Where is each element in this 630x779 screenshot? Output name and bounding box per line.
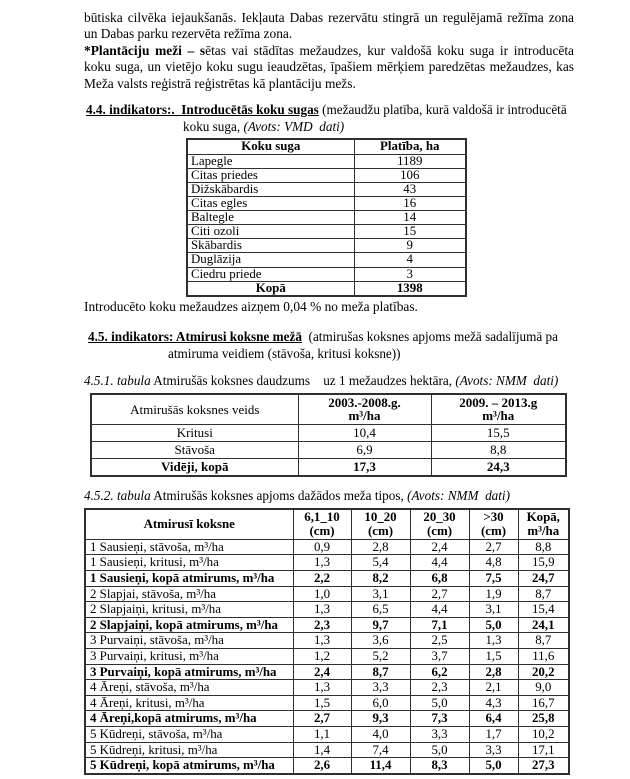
area-column-header: Platība, ha [354, 139, 466, 154]
species-name-cell: Duglāzija [187, 253, 354, 267]
diameter-unit: (cm) [426, 523, 453, 538]
value-cell: 4,0 [351, 726, 410, 742]
value-cell: 15,4 [518, 602, 569, 618]
value-cell: 1,3 [293, 633, 351, 649]
value-cell: 1,5 [469, 648, 518, 664]
intro-paragraph-text: būtiska cilvēka iejaukšanās. Iekļauta Dabas rezervātu stingrā un regulējamā režīma zona un Dabas parku rezervēta režīma zona. [84, 10, 574, 42]
diameter-class-4-header [469, 509, 518, 539]
deadwood-type-header: Atmirušās koksnes veids [91, 394, 298, 425]
diameter-range: 10_20 [364, 510, 397, 525]
value-cell: 1,2 [293, 648, 351, 664]
value-cell: 1,1 [293, 726, 351, 742]
diameter-unit: (cm) [309, 523, 335, 538]
table-452-caption-number: 4.5.2. tabula [84, 488, 151, 504]
value-cell: 11,4 [351, 758, 410, 774]
section-4-4-heading-line2 [183, 118, 574, 135]
value-cell: 4,4 [410, 555, 469, 571]
area-value-cell: 14 [354, 211, 466, 225]
table-row [187, 225, 466, 239]
value-cell: 2,2 [293, 570, 351, 586]
table-row [85, 726, 569, 742]
value-cell: 3,3 [469, 742, 518, 758]
species-name-cell: Dižskābardis [187, 183, 354, 197]
table-row [187, 239, 466, 253]
value-cell: 1,3 [293, 555, 351, 571]
species-name-cell: Lapegle [187, 154, 354, 168]
area-value-cell: 3 [354, 267, 466, 281]
species-name-cell: Citi ozoli [187, 225, 354, 239]
value-cell: 6,0 [351, 695, 410, 711]
table-subtotal-row [85, 570, 569, 586]
value-cell: 8,7 [518, 586, 569, 602]
period-2-header [431, 394, 566, 425]
diameter-range: 20_30 [423, 510, 456, 525]
diameter-range: >30 [483, 510, 504, 525]
value-cell: 1,4 [293, 742, 351, 758]
period-2-years: 2009. – 2013.g [459, 394, 538, 410]
section-4-5-title: 4.5. indikators: Atmirusi koksne mežā [88, 328, 302, 344]
value-cell: 11,6 [518, 648, 569, 664]
value-cell: 2,1 [469, 680, 518, 696]
value-cell: 1,0 [293, 586, 351, 602]
value-cell: 24,1 [518, 617, 569, 633]
value-cell: 24,7 [518, 570, 569, 586]
table-452-caption-text: Atmirušās koksnes apjoms dažādos meža tipos, [150, 488, 408, 504]
period-2-unit: m³/ha [482, 408, 515, 424]
value-cell: 2,3 [293, 617, 351, 633]
value-cell: 17,1 [518, 742, 569, 758]
value-cell: 2,4 [293, 664, 351, 680]
value-cell: 5,0 [469, 758, 518, 774]
period-1-unit: m³/ha [348, 408, 381, 424]
value-cell: 1,3 [469, 633, 518, 649]
value-cell: 5,4 [351, 555, 410, 571]
forest-type-cell: 4 Āreņi,kopā atmirums, m³/ha [85, 711, 293, 727]
value-cell: 8,8 [518, 539, 569, 555]
value-cell: 10,4 [298, 424, 431, 441]
forest-type-cell: 3 Purvaiņi, kopā atmirums, m³/ha [85, 664, 293, 680]
value-cell: 5,0 [469, 617, 518, 633]
value-cell: 3,7 [410, 648, 469, 664]
value-cell: 5,0 [410, 695, 469, 711]
forest-type-cell: 1 Sausieņi, kopā atmirums, m³/ha [85, 570, 293, 586]
species-name-cell: Baltegle [187, 211, 354, 225]
value-cell: 6,5 [351, 602, 410, 618]
table-452-caption-source: (Avots: NMM dati) [407, 488, 510, 504]
forest-type-cell: 5 Kūdreņi, kritusi, m³/ha [85, 742, 293, 758]
plantation-definition-paragraph [84, 43, 574, 92]
table-row [85, 742, 569, 758]
diameter-class-1-header [293, 509, 351, 539]
value-cell: 24,3 [431, 459, 566, 477]
value-cell: 2,5 [410, 633, 469, 649]
plantation-definition-text: ētas vai stādītas mežaudzes, kur valdošā koku suga ir introducēta koku suga, un vietējo koku sugu ieaudzētas, īpašiem mērķiem paredzētas mežaudzes, kas Meža valsts reģistrā reģistrētas kā plantāciju mežs. [84, 42, 574, 91]
table-total-row [187, 281, 466, 296]
table-row [187, 197, 466, 211]
value-cell: 3,3 [351, 680, 410, 696]
value-cell: 15,9 [518, 555, 569, 571]
forest-type-cell: 4 Āreņi, kritusi, m³/ha [85, 695, 293, 711]
forest-type-cell: 2 Slapjai, stāvoša, m³/ha [85, 586, 293, 602]
forest-type-cell: 1 Sausieņi, kritusi, m³/ha [85, 555, 293, 571]
table-row [187, 267, 466, 281]
area-value-cell: 106 [354, 168, 466, 182]
value-cell: 3,3 [410, 726, 469, 742]
value-cell: 16,7 [518, 695, 569, 711]
period-1-years: 2003.-2008.g. [328, 394, 401, 410]
table-row [91, 441, 566, 458]
total-label: Kopā, [526, 510, 560, 525]
intro-paragraph [84, 10, 574, 43]
value-cell: 20,2 [518, 664, 569, 680]
deadwood-column-header: Atmirusī koksne [85, 509, 293, 539]
section-4-4-title: 4.4. indikators:. Introducētās koku sugas [86, 102, 319, 118]
table-451-caption [84, 373, 574, 389]
diameter-unit: (cm) [480, 523, 507, 538]
value-cell: 6,2 [410, 664, 469, 680]
value-cell: 15,5 [431, 424, 566, 441]
area-value-cell: 1189 [354, 154, 466, 168]
area-value-cell: 4 [354, 253, 466, 267]
table-451-caption-source: (Avots: NMM dati) [455, 372, 559, 388]
value-cell: 1,3 [293, 602, 351, 618]
value-cell: 7,3 [410, 711, 469, 727]
table-subtotal-row [85, 758, 569, 774]
diameter-class-2-header [351, 509, 410, 539]
value-cell: 25,8 [518, 711, 569, 727]
species-name-cell: Skābardis [187, 239, 354, 253]
forest-type-cell: 1 Sausieņi, stāvoša, m³/ha [85, 539, 293, 555]
species-name-cell: Ciedru priede [187, 267, 354, 281]
table-row [91, 424, 566, 441]
forest-type-cell: 5 Kūdreņi, stāvoša, m³/ha [85, 726, 293, 742]
value-cell: 2,7 [469, 539, 518, 555]
area-value-cell: 16 [354, 197, 466, 211]
value-cell: 1,9 [469, 586, 518, 602]
value-cell: 10,2 [518, 726, 569, 742]
value-cell: 17,3 [298, 459, 431, 477]
value-cell: 1,5 [293, 695, 351, 711]
table-row [85, 539, 569, 555]
total-label-cell: Kopā [187, 281, 354, 296]
table-451-caption-number: 4.5.1. tabula [84, 372, 151, 388]
section-4-5-heading [88, 328, 574, 362]
introduced-species-table [186, 138, 467, 297]
area-value-cell: 9 [354, 239, 466, 253]
value-cell: 7,1 [410, 617, 469, 633]
forest-type-cell: 3 Purvaiņi, kritusi, m³/ha [85, 648, 293, 664]
table-row [187, 154, 466, 168]
section-4-4-heading-line1 [86, 101, 574, 118]
value-cell: 8,7 [351, 664, 410, 680]
table-row [85, 633, 569, 649]
value-cell: 6,4 [469, 711, 518, 727]
deadwood-volume-table [90, 393, 567, 478]
value-cell: 4,4 [410, 602, 469, 618]
table-452-caption [84, 488, 574, 504]
table-subtotal-row [85, 711, 569, 727]
value-cell: 9,0 [518, 680, 569, 696]
value-cell: 1,3 [293, 680, 351, 696]
value-cell: 5,0 [410, 742, 469, 758]
period-1-header [298, 394, 431, 425]
section-4-4-subtitle: (mežaudžu platība, kurā valdošā ir introducētā [318, 102, 567, 118]
value-cell: 3,1 [469, 602, 518, 618]
value-cell: 2,8 [469, 664, 518, 680]
table-row [85, 695, 569, 711]
table-451-caption-text: Atmirušās koksnes daudzums uz 1 mežaudzes hektāra, [150, 372, 456, 388]
total-unit: m³/ha [527, 523, 560, 538]
table-subtotal-row [85, 617, 569, 633]
value-cell: 2,4 [410, 539, 469, 555]
table-header-row [85, 509, 569, 539]
forest-type-cell: 5 Kūdreņi, kopā atmirums, m³/ha [85, 758, 293, 774]
value-cell: 9,3 [351, 711, 410, 727]
value-cell: 2,8 [351, 539, 410, 555]
table-row [187, 253, 466, 267]
table-row [85, 602, 569, 618]
value-cell: 4,8 [469, 555, 518, 571]
deadwood-type-cell: Kritusi [91, 424, 298, 441]
introduced-species-note: Introducēto koku mežaudzes aizņem 0,04 % no meža platības. [84, 298, 418, 314]
section-4-4-subtitle-cont: koku suga, [183, 119, 244, 135]
section-4-4-heading [86, 101, 574, 135]
diameter-unit: (cm) [367, 523, 394, 538]
value-cell: 3,1 [351, 586, 410, 602]
value-cell: 27,3 [518, 758, 569, 774]
table-row [85, 555, 569, 571]
value-cell: 3,6 [351, 633, 410, 649]
value-cell: 8,3 [410, 758, 469, 774]
table-row [85, 680, 569, 696]
deadwood-by-forest-type-table [84, 508, 570, 774]
area-value-cell: 15 [354, 225, 466, 239]
value-cell: 6,8 [410, 570, 469, 586]
deadwood-type-cell: Stāvoša [91, 441, 298, 458]
value-cell: 5,2 [351, 648, 410, 664]
forest-type-cell: 2 Slapjaiņi, kritusi, m³/ha [85, 602, 293, 618]
value-cell: 7,4 [351, 742, 410, 758]
species-name-cell: Citas priedes [187, 168, 354, 182]
diameter-class-3-header [410, 509, 469, 539]
species-column-header: Koku suga [187, 139, 354, 154]
value-cell: 8,8 [431, 441, 566, 458]
deadwood-type-cell: Vidēji, kopā [91, 459, 298, 477]
table-row [187, 183, 466, 197]
value-cell: 6,9 [298, 441, 431, 458]
value-cell: 4,3 [469, 695, 518, 711]
value-cell: 8,2 [351, 570, 410, 586]
section-4-4-source: (Avots: VMD dati) [243, 119, 345, 135]
value-cell: 7,5 [469, 570, 518, 586]
forest-type-cell: 2 Slapjaiņi, kopā atmirums, m³/ha [85, 617, 293, 633]
plantation-term: *Plantāciju meži – s [84, 42, 206, 58]
forest-type-cell: 4 Āreņi, stāvoša, m³/ha [85, 680, 293, 696]
table-row [187, 211, 466, 225]
table-header-row [91, 394, 566, 425]
value-cell: 2,3 [410, 680, 469, 696]
section-4-5-heading-line2: atmiruma veidiem (stāvoša, kritusi koksne)) [168, 345, 401, 361]
forest-type-cell: 3 Purvaiņi, stāvoša, m³/ha [85, 633, 293, 649]
table-subtotal-row [85, 664, 569, 680]
area-value-cell: 43 [354, 183, 466, 197]
value-cell: 2,7 [293, 711, 351, 727]
table-total-row [91, 459, 566, 477]
value-cell: 2,6 [293, 758, 351, 774]
value-cell: 1,7 [469, 726, 518, 742]
value-cell: 0,9 [293, 539, 351, 555]
diameter-range: 6,1_10 [304, 510, 340, 525]
section-4-5-subtitle: (atmirušas koksnes apjoms mežā sadalījumā pa [301, 328, 558, 344]
table-row [85, 586, 569, 602]
section-4-5-heading-line1 [88, 328, 574, 345]
table-header-row [187, 139, 466, 154]
table-row [187, 168, 466, 182]
table-row [85, 648, 569, 664]
value-cell: 9,7 [351, 617, 410, 633]
value-cell: 2,7 [410, 586, 469, 602]
total-value-cell: 1398 [354, 281, 466, 296]
total-column-header [518, 509, 569, 539]
value-cell: 8,7 [518, 633, 569, 649]
species-name-cell: Citas egles [187, 197, 354, 211]
